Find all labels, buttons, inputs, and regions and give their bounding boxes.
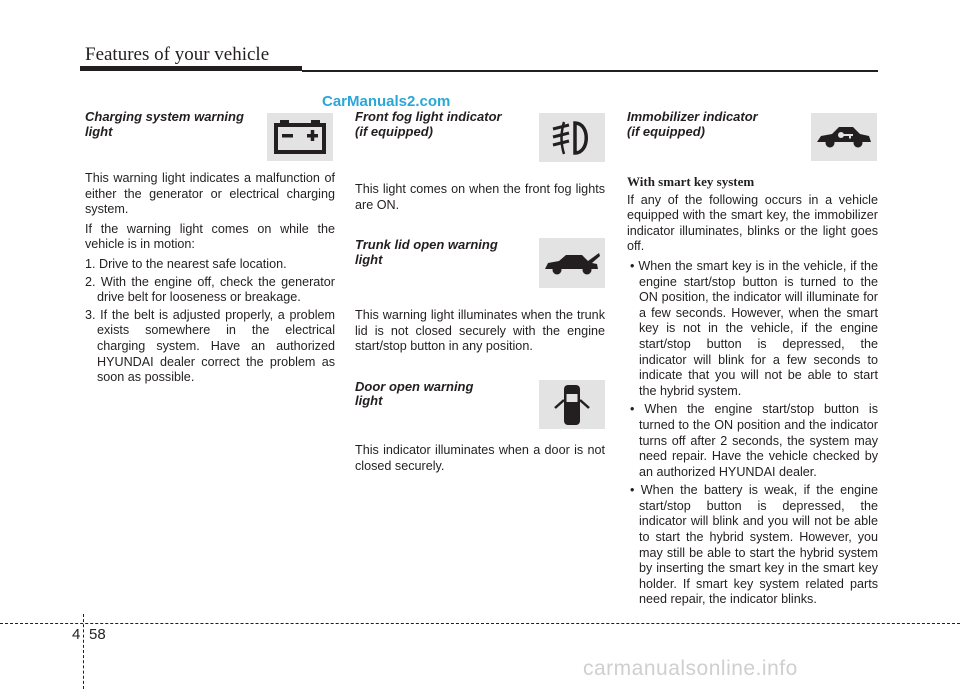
charging-intro: This warning light indicates a malfunction of either the generator or electrical charging system.	[85, 171, 335, 217]
watermark-bottom: carmanualsonline.info	[583, 657, 798, 680]
list-item: 3. If the belt is adjusted properly, a problem exists somewhere in the electrical charging system. Have an authorized HYUNDAI dealer correct the problem as soon as possible.	[85, 307, 335, 385]
immobilizer-heading-line1: Immobilizer indicator	[627, 109, 758, 124]
footer-rule	[0, 623, 960, 624]
trunk-heading-line2: light	[355, 251, 383, 267]
list-item: • When the battery is weak, if the engine start/stop button is depressed, the indicator will blink and you will not be able to start the hybrid system. However, you may still be able to start the hybrid system by inserting the smart key in the smart key holder. If smart key system related parts need repair, the indicator blinks.	[630, 483, 878, 607]
header-rule-thin	[302, 70, 878, 72]
header-rule-thick	[80, 66, 302, 71]
bullet-text: When the battery is weak, if the engine start/stop button is depressed, the indicator will blink and you will not be able to start the hybrid system. However, you may still be able to start the hybrid system by inserting the smart key in the smart key holder. If smart key system related parts need repair, the indicator blinks.	[639, 483, 878, 607]
immobilizer-heading-line2: (if equipped)	[627, 123, 705, 139]
door-text: This indicator illuminates when a door is not closed securely.	[355, 442, 605, 473]
door-heading-line2: light	[355, 393, 383, 409]
list-item: • When the engine start/stop button is turned to the ON position and the indicator turns off after 2 seconds, the system may need repair. Have the vehicle checked by an authorized HYUNDAI dealer.	[630, 402, 878, 479]
trunk-open-icon	[539, 238, 605, 288]
bullet-text: When the engine start/stop button is turned to the ON position and the indicator turns off after 2 seconds, the system may need repair. Have the vehicle checked by an authorized HYUNDAI dealer.	[639, 402, 878, 479]
charging-steps	[85, 257, 335, 386]
footer-divider	[83, 614, 84, 689]
immobilizer-subheading: With smart key system	[627, 174, 755, 189]
door-open-icon	[539, 380, 605, 429]
list-item: • When the smart key is in the vehicle, if the engine start/stop button is turned to the ON position, the indicator will illuminate for a few seconds. However, when the smart key is not in the vehicle, if the engine start/stop button is depressed, the indicator will blink for a few seconds to indicate that you will not be able to start the hybrid system.	[630, 258, 878, 398]
list-item: 2. With the engine off, check the generator drive belt for looseness or breakage.	[85, 274, 335, 305]
fog-heading-line1: Front fog light indicator	[355, 109, 502, 124]
front-fog-light-icon	[539, 113, 605, 162]
immobilizer-intro: If any of the following occurs in a vehicle equipped with the smart key, the immobilizer indicator illuminates, blinks or the light goes off.	[627, 192, 878, 254]
list-item: 1. Drive to the nearest safe location.	[85, 256, 287, 271]
battery-warning-icon	[267, 113, 333, 161]
page-header-title: Features of your vehicle	[85, 44, 270, 65]
bullet-text: When the smart key is in the vehicle, if the engine start/stop button is turned to the ON position, the indicator will illuminate for a few seconds. However, when the smart key is not in the vehicle, if the engine start/stop button is depressed, the indicator will blink for a few seconds to indicate that you will not be able to start the hybrid system.	[638, 258, 878, 398]
charging-heading-line2: light	[85, 123, 113, 139]
page-number: 58	[89, 626, 106, 643]
column-immobilizer	[627, 110, 878, 611]
fog-text: This light comes on when the front fog lights are ON.	[355, 182, 605, 212]
immobilizer-bullets	[627, 259, 878, 608]
chapter-number: 4	[72, 626, 81, 643]
door-heading-line1: Door open warning	[355, 378, 474, 394]
trunk-text: This warning light illuminates when the trunk lid is not closed securely with the engine start/stop button in any position.	[355, 308, 605, 354]
charging-motion-text: If the warning light comes on while the vehicle is in motion:	[85, 221, 335, 252]
charging-heading-line1: Charging system warning	[85, 109, 244, 124]
fog-heading-line2: (if equipped)	[355, 123, 433, 139]
watermark-top: CarManuals2.com	[322, 93, 451, 110]
trunk-heading-line1: Trunk lid open warning	[355, 237, 498, 253]
immobilizer-key-car-icon	[811, 113, 877, 161]
